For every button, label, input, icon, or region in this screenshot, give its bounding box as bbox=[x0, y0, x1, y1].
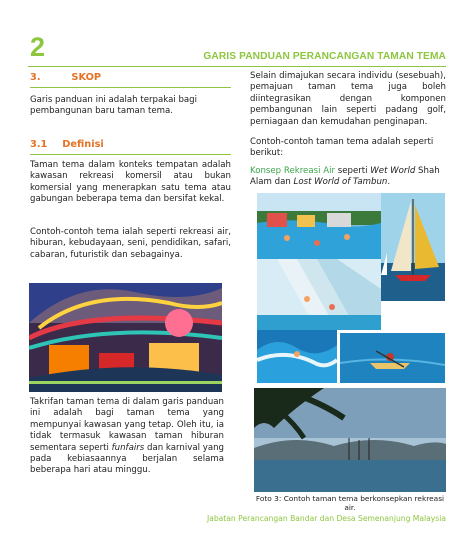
konsep-text-part-3: . bbox=[387, 177, 391, 188]
water-slide-photo bbox=[257, 259, 381, 330]
theme-park-photo bbox=[29, 283, 222, 392]
wet-world-name: Wet World bbox=[370, 166, 416, 176]
konsep-rekreasi-air-label: Konsep Rekreasi Air bbox=[250, 166, 336, 176]
konsep-rekreasi-air-text bbox=[250, 166, 448, 189]
konsep-text-part-2: Shah Alam dan bbox=[250, 166, 440, 188]
takrifan-text-part-2: dan karnival yang pada kebiasaannya berjalan selama beberapa hari atau minggu. bbox=[30, 442, 224, 476]
contoh-taman-tema-text: Contoh-contoh taman tema adalah seperti berikut: bbox=[250, 137, 434, 159]
lost-world-name: Lost World of Tambun bbox=[293, 177, 388, 188]
header-divider bbox=[28, 66, 446, 67]
page-header-title: GARIS PANDUAN PERANCANGAN TAMAN TEMA bbox=[203, 51, 446, 62]
kayak-photo bbox=[340, 333, 445, 383]
takrifan-text-part-1: Takrifan taman tema di dalam garis panduan ini adalah bagi taman tema yang mempunyai kawasan yang tetap. Oleh itu, ia tidak termasuk kawasan taman hiburan sementara seperti bbox=[30, 397, 224, 453]
definisi-text: Taman tema dalam konteks tempatan adalah kawasan rekreasi komersil atau bukan komersial yang menerapkan satu tema atau gabungan beberapa tema dan bersifat kekal. bbox=[30, 160, 231, 205]
footer-text: Jabatan Perancangan Bandar dan Desa Semenanjung Malaysia bbox=[206, 514, 446, 523]
takrifan-italic-funfairs: funfairs bbox=[111, 442, 145, 453]
section-3-text: Garis panduan ini adalah terpakai bagi pembangunan baru taman tema. bbox=[30, 95, 198, 117]
water-park-photo bbox=[257, 193, 381, 259]
section-3-number: 3. bbox=[30, 72, 41, 83]
contoh-tema-text: Contoh-contoh tema ialah seperti rekreasi air, hiburan, kebudayaan, seni, pendidikan, safari, cabaran, futuristik dan sebagainya. bbox=[30, 227, 231, 260]
section-3-1-divider bbox=[30, 154, 231, 155]
sailing-photo bbox=[381, 193, 445, 301]
takrifan-text bbox=[30, 397, 224, 477]
integrasi-text: Selain dimajukan secara individu (sesebuah), pemajuan taman tema juga boleh diintegrasikan dengan komponen pembangunan lain seperti padang golf, perniagaan dan kemudahan penginapan. bbox=[250, 71, 446, 127]
island-lake-photo bbox=[254, 388, 446, 492]
konsep-text-part-1: seperti bbox=[335, 166, 371, 176]
section-3-1-heading bbox=[30, 139, 104, 150]
chapter-number: 2 bbox=[30, 32, 46, 62]
photo-caption: Foto 3: Contoh taman tema berkonsepkan rekreasi air. bbox=[255, 494, 445, 512]
wave-surf-photo bbox=[257, 330, 337, 383]
section-3-divider bbox=[30, 87, 231, 88]
section-3-1-number: 3.1 bbox=[30, 139, 48, 150]
section-3-title: SKOP bbox=[71, 72, 102, 83]
section-3-heading bbox=[30, 72, 101, 83]
section-3-1-title: Definisi bbox=[62, 139, 104, 150]
